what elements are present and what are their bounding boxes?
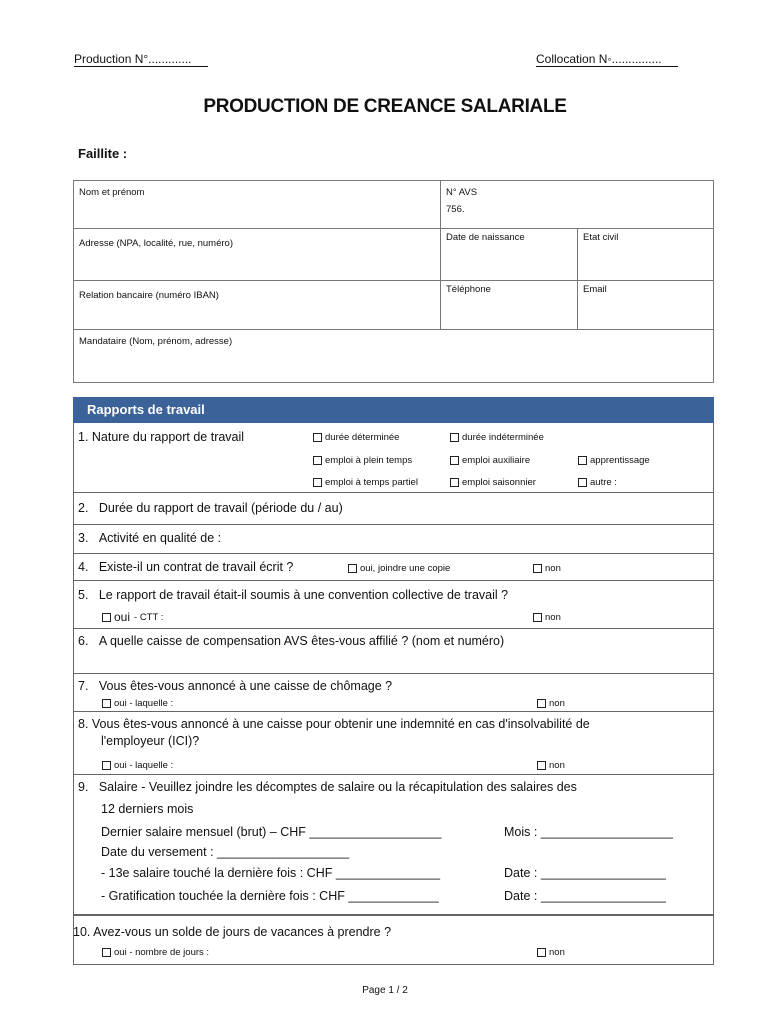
opt-label: emploi à plein temps	[325, 455, 413, 466]
q8-oui-label: oui - laquelle :	[114, 760, 174, 771]
q8-non-label: non	[549, 760, 565, 771]
q7-oui-label: oui - laquelle :	[114, 698, 174, 709]
naissance-label: Date de naissance	[446, 232, 525, 243]
avs-field[interactable]	[440, 180, 714, 229]
opt-label: emploi saisonnier	[462, 477, 536, 488]
production-underline	[74, 66, 208, 67]
q7-non-option[interactable]	[537, 698, 565, 709]
checkbox-icon	[537, 699, 546, 708]
q10-non-option[interactable]	[537, 947, 565, 958]
q10-label: 10. Avez-vous un solde de jours de vacances à prendre ?	[73, 925, 392, 939]
opt-auxiliaire[interactable]	[450, 455, 530, 466]
telephone-label: Téléphone	[446, 284, 491, 295]
q5-non-label: non	[545, 612, 561, 623]
checkbox-icon	[450, 456, 459, 465]
collocation-number: Collocation N◦...............	[536, 52, 662, 66]
avs-prefix: 756.	[446, 204, 465, 215]
opt-apprentissage[interactable]	[578, 455, 650, 466]
checkbox-icon	[578, 478, 587, 487]
treizieme-date-field[interactable]: Date : __________________	[504, 866, 666, 880]
faillite-label: Faillite :	[78, 146, 128, 161]
checkbox-icon	[102, 613, 111, 622]
q7-non-label: non	[549, 698, 565, 709]
section-banner	[73, 397, 714, 423]
etat-civil-label: Etat civil	[583, 232, 619, 243]
nom-field[interactable]	[73, 180, 441, 229]
gratification-field[interactable]: - Gratification touchée la dernière fois : CHF _____________	[101, 889, 439, 903]
checkbox-icon	[450, 433, 459, 442]
checkbox-icon	[348, 564, 357, 573]
opt-autre[interactable]	[578, 477, 617, 488]
q4-non-label: non	[545, 563, 561, 574]
opt-label: durée indéterminée	[462, 432, 544, 443]
checkbox-icon	[102, 761, 111, 770]
email-label: Email	[583, 284, 607, 295]
q9-label-line1: 9. Salaire - Veuillez joindre les décomptes de salaire ou la récapitulation des salaires des	[78, 780, 577, 794]
q5-non-option[interactable]	[533, 612, 561, 623]
q5-ctt-label: - CTT :	[134, 611, 164, 623]
checkbox-icon	[533, 613, 542, 622]
q4-non-option[interactable]	[533, 563, 561, 574]
q1-label: 1. Nature du rapport de travail	[78, 430, 245, 444]
mandataire-field[interactable]	[73, 329, 714, 383]
checkbox-icon	[102, 699, 111, 708]
q5-oui-label: oui	[114, 610, 131, 624]
q8-non-option[interactable]	[537, 760, 565, 771]
checkbox-icon	[313, 456, 322, 465]
treizieme-salaire-field[interactable]: - 13e salaire touché la dernière fois : CHF _______________	[101, 866, 441, 880]
page-number: Page 1 / 2	[362, 985, 408, 996]
opt-duree-determinee[interactable]	[313, 432, 399, 443]
dernier-salaire-field[interactable]: Dernier salaire mensuel (brut) – CHF ___________________	[101, 825, 442, 839]
opt-label: autre :	[590, 477, 617, 488]
q8-oui-option[interactable]	[102, 760, 173, 771]
opt-saisonnier[interactable]	[450, 477, 536, 488]
checkbox-icon	[313, 478, 322, 487]
q3-label: 3. Activité en qualité de :	[78, 531, 222, 545]
opt-plein-temps[interactable]	[313, 455, 412, 466]
mandataire-label: Mandataire (Nom, prénom, adresse)	[79, 336, 233, 347]
q9-label-line2: 12 derniers mois	[101, 802, 194, 816]
q7-oui-option[interactable]	[102, 698, 173, 709]
adresse-field[interactable]	[73, 228, 441, 281]
checkbox-icon	[537, 948, 546, 957]
naissance-field[interactable]	[440, 228, 578, 281]
etat-civil-field[interactable]	[577, 228, 714, 281]
production-number: Production N°.............	[74, 52, 192, 66]
bancaire-label: Relation bancaire (numéro IBAN)	[79, 290, 219, 301]
section-title: Rapports de travail	[87, 402, 205, 417]
nom-label: Nom et prénom	[79, 187, 145, 198]
q5-oui-option[interactable]	[102, 610, 163, 624]
q2-label: 2. Durée du rapport de travail (période du / au)	[78, 501, 343, 515]
checkbox-icon	[578, 456, 587, 465]
q7-label: 7. Vous êtes-vous annoncé à une caisse de chômage ?	[78, 679, 393, 693]
q6-label: 6. A quelle caisse de compensation AVS êtes-vous affilié ? (nom et numéro)	[78, 634, 505, 648]
q8-label-line1: 8. Vous êtes-vous annoncé à une caisse pour obtenir une indemnité en cas d'insolvabilité de	[78, 717, 590, 731]
q10-oui-label: oui - nombre de jours :	[114, 947, 210, 958]
checkbox-icon	[450, 478, 459, 487]
collocation-underline	[536, 66, 678, 67]
date-versement-field[interactable]: Date du versement : ___________________	[101, 845, 350, 859]
q4-oui-label: oui, joindre une copie	[360, 563, 451, 574]
opt-temps-partiel[interactable]	[313, 477, 418, 488]
page-title: PRODUCTION DE CREANCE SALARIALE	[203, 96, 567, 117]
opt-label: durée déterminée	[325, 432, 400, 443]
bancaire-field[interactable]	[73, 280, 441, 330]
opt-duree-indeterminee[interactable]	[450, 432, 544, 443]
q4-oui-option[interactable]	[348, 563, 450, 574]
q5-label: 5. Le rapport de travail était-il soumis à une convention collective de travail ?	[78, 588, 509, 602]
checkbox-icon	[537, 761, 546, 770]
checkbox-icon	[313, 433, 322, 442]
q10-oui-option[interactable]	[102, 947, 209, 958]
checkbox-icon	[533, 564, 542, 573]
opt-label: emploi auxiliaire	[462, 455, 531, 466]
opt-label: emploi à temps partiel	[325, 477, 418, 488]
email-field[interactable]	[577, 280, 714, 330]
q8-label-line2: l'employeur (ICI)?	[101, 734, 200, 748]
gratification-date-field[interactable]: Date : __________________	[504, 889, 666, 903]
adresse-label: Adresse (NPA, localité, rue, numéro)	[79, 238, 233, 249]
q10-non-label: non	[549, 947, 565, 958]
avs-label: N° AVS	[446, 187, 478, 198]
opt-label: apprentissage	[590, 455, 650, 466]
telephone-field[interactable]	[440, 280, 578, 330]
checkbox-icon	[102, 948, 111, 957]
q4-label: 4. Existe-il un contrat de travail écrit ?	[78, 560, 294, 574]
mois-field[interactable]: Mois : ___________________	[504, 825, 673, 839]
